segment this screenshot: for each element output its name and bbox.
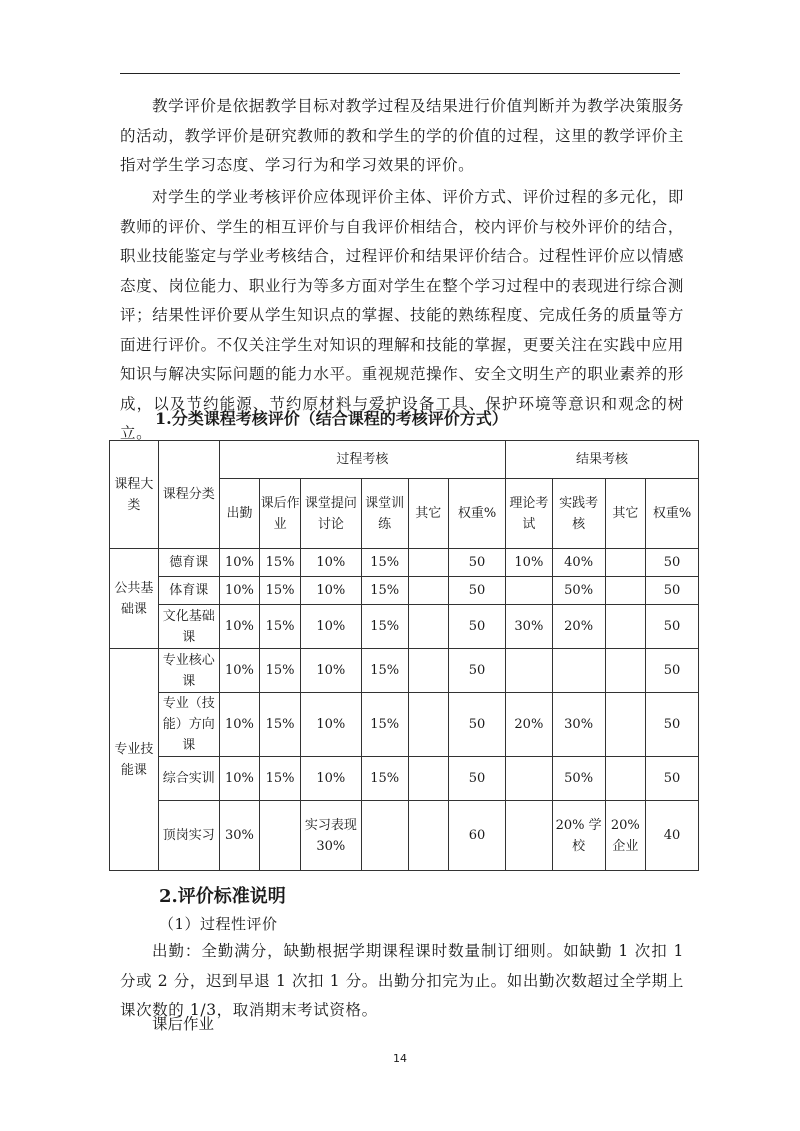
table-cell: 15% <box>361 649 408 693</box>
table-cell: 10% <box>300 549 361 577</box>
table-cell: 15% <box>260 605 301 649</box>
header-rule <box>120 73 680 74</box>
table-cell: 50 <box>449 577 506 605</box>
table-cell: 10% <box>300 693 361 757</box>
table-cell: 15% <box>361 577 408 605</box>
table-cell: 15% <box>260 693 301 757</box>
header-other-process: 其它 <box>408 479 449 549</box>
table-cell <box>506 757 553 801</box>
header-theory-exam: 理论考试 <box>506 479 553 549</box>
table-cell: 50 <box>646 649 699 693</box>
table-cell: 50 <box>449 649 506 693</box>
table-cell <box>506 801 553 871</box>
table-cell <box>408 605 449 649</box>
table-cell: 实习表现 30% <box>300 801 361 871</box>
paragraph-attendance: 出勤：全勤满分，缺勤根据学期课程课时数量制订细则。如缺勤 1 次扣 1 分或 2 分，迟到早退 1 次扣 1 分。出勤分扣完为止。如出勤次数超过全学期上课次数的 1/3，取消期末考试资格。 <box>120 942 684 1019</box>
table-cell: 15% <box>260 549 301 577</box>
paragraph-intro: 教学评价是依据教学目标对教学过程及结果进行价值判断并为教学决策服务的活动，教学评价是研究教师的教和学生的学的价值的过程，这里的教学评价主指对学生学习态度、学习行为和学习效果的评价。 <box>120 97 684 174</box>
course-name-cell: 专业核心课 <box>158 649 219 693</box>
table-cell: 10% <box>219 757 260 801</box>
table-cell: 60 <box>449 801 506 871</box>
table-cell: 15% <box>361 549 408 577</box>
table-cell: 50 <box>646 549 699 577</box>
header-other-result: 其它 <box>605 479 646 549</box>
header-class-practice: 课堂训练 <box>361 479 408 549</box>
table-cell: 30% <box>219 801 260 871</box>
subsection-title-process: （1）过程性评价 <box>159 915 278 933</box>
table-cell: 15% <box>361 605 408 649</box>
header-course: 课程分类 <box>158 441 219 549</box>
table-cell: 10% <box>219 549 260 577</box>
paragraph-evaluation-principles: 对学生的学业考核评价应体现评价主体、评价方式、评价过程的多元化，即教师的评价、学生的相互评价与自我评价相结合，校内评价与校外评价的结合，职业技能鉴定与学业考核结合，过程评价和结果评价结合。过程性评价应以情感态度、岗位能力、职业行为等多方面对学生在整个学习过程中的表现进行综合测评；结果性评价要从学生知识点的掌握、技能的熟练程度、完成任务的质量等方面进行评价。不仅关注学生对知识的理解和技能的掌握，更要关注在实践中应用知识与解决实际问题的能力水平。重视规范操作、安全文明生产的职业素养的形成，以及节约能源、节约原材料与爱护设备工具、保护环境等意识和观念的树立。 <box>120 188 684 442</box>
table-cell: 15% <box>361 693 408 757</box>
table-cell: 15% <box>260 649 301 693</box>
header-result-assessment: 结果考核 <box>506 441 699 479</box>
course-name-cell: 文化基础课 <box>158 605 219 649</box>
table-cell: 10% <box>300 757 361 801</box>
table-cell <box>408 549 449 577</box>
page-number: 14 <box>393 1052 407 1065</box>
section-title-standards: 2.评价标准说明 <box>159 886 286 907</box>
group-professional-skill: 专业技能课 <box>110 649 159 871</box>
course-name-cell: 专业（技能）方向课 <box>158 693 219 757</box>
table-cell <box>361 801 408 871</box>
table-cell: 10% <box>300 605 361 649</box>
table-cell: 50 <box>646 693 699 757</box>
header-discussion: 课堂提问讨论 <box>300 479 361 549</box>
table-cell <box>408 693 449 757</box>
table-cell: 10% <box>506 549 553 577</box>
table-cell: 30% <box>506 605 553 649</box>
table-cell: 10% <box>219 577 260 605</box>
table-cell <box>408 757 449 801</box>
table-cell <box>408 577 449 605</box>
table-cell: 20% <box>506 693 553 757</box>
table-cell <box>408 649 449 693</box>
table-cell <box>605 577 646 605</box>
group-public-basic: 公共基础课 <box>110 549 159 649</box>
table-cell: 20% <box>552 605 605 649</box>
section-title-course-assessment: 1.分类课程考核评价（结合课程的考核评价方式） <box>155 409 508 428</box>
table-cell: 10% <box>219 605 260 649</box>
header-category: 课程大类 <box>110 441 159 549</box>
table-cell: 50% <box>552 757 605 801</box>
table-cell: 20% 企业 <box>605 801 646 871</box>
header-practical-exam: 实践考核 <box>552 479 605 549</box>
table-cell <box>605 649 646 693</box>
course-name-cell: 顶岗实习 <box>158 801 219 871</box>
table-cell: 50% <box>552 577 605 605</box>
table-cell: 40 <box>646 801 699 871</box>
table-cell: 10% <box>300 649 361 693</box>
assessment-table <box>109 440 699 871</box>
table-cell <box>506 577 553 605</box>
header-attendance: 出勤 <box>219 479 260 549</box>
table-cell: 50 <box>449 605 506 649</box>
course-name-cell: 体育课 <box>158 577 219 605</box>
table-cell: 30% <box>552 693 605 757</box>
table-cell: 40% <box>552 549 605 577</box>
table-cell: 50 <box>646 757 699 801</box>
table-cell: 50 <box>646 605 699 649</box>
table-cell: 10% <box>219 693 260 757</box>
table-cell <box>605 605 646 649</box>
header-homework: 课后作业 <box>260 479 301 549</box>
table-cell <box>260 801 301 871</box>
course-name-cell: 综合实训 <box>158 757 219 801</box>
table-cell <box>605 693 646 757</box>
table-cell: 15% <box>260 757 301 801</box>
table-cell: 15% <box>260 577 301 605</box>
table-cell: 50 <box>449 693 506 757</box>
table-cell <box>552 649 605 693</box>
table-cell: 50 <box>449 757 506 801</box>
label-homework: 课后作业 <box>152 1015 215 1033</box>
header-weight-result: 权重% <box>646 479 699 549</box>
table-cell: 50 <box>449 549 506 577</box>
header-process-assessment: 过程考核 <box>219 441 505 479</box>
table-cell <box>605 549 646 577</box>
table-cell: 15% <box>361 757 408 801</box>
course-name-cell: 德育课 <box>158 549 219 577</box>
table-cell: 10% <box>300 577 361 605</box>
table-cell: 10% <box>219 649 260 693</box>
table-cell <box>408 801 449 871</box>
table-cell <box>506 649 553 693</box>
table-cell: 50 <box>646 577 699 605</box>
table-cell: 20% 学校 <box>552 801 605 871</box>
table-cell <box>605 757 646 801</box>
header-weight-process: 权重% <box>449 479 506 549</box>
